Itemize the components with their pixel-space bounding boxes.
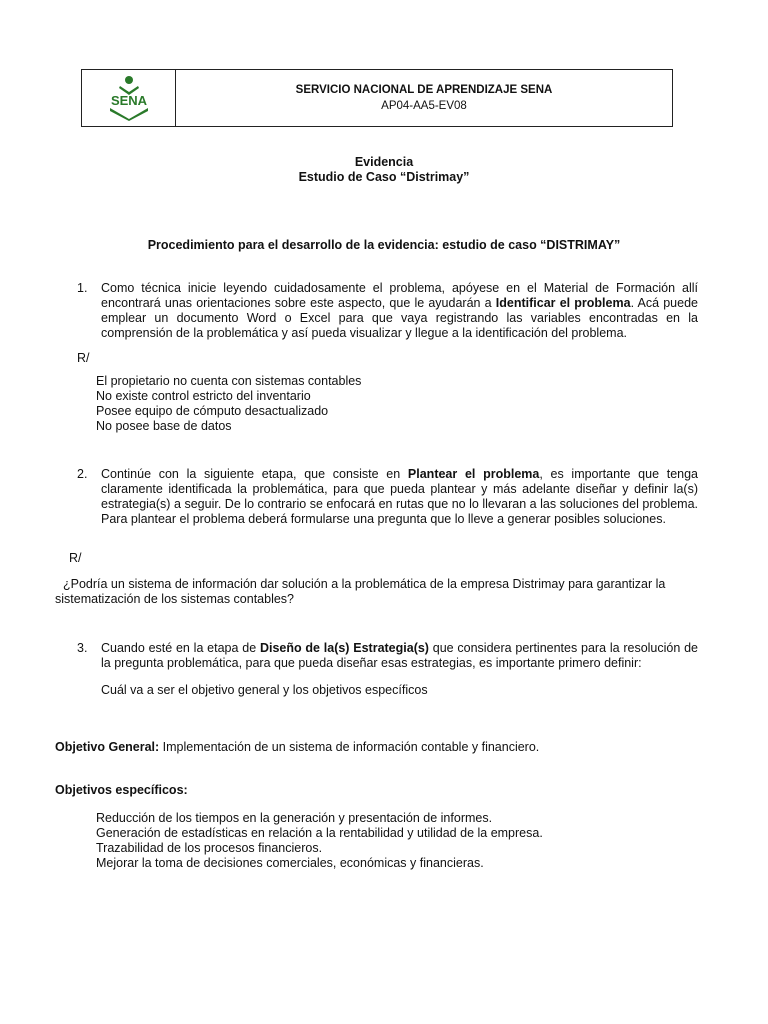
specific-objectives-heading: Objetivos específicos: bbox=[55, 783, 188, 797]
list-item: Generación de estadísticas en relación a la rentabilidad y utilidad de la empresa. bbox=[96, 826, 543, 840]
general-objective bbox=[55, 740, 539, 755]
list-item: Trazabilidad de los procesos financieros. bbox=[96, 841, 323, 855]
item-text-bold: Identificar el problema bbox=[495, 296, 631, 310]
item-text-part: que considera pertinentes para la resolución de la pregunta problemática, para que pueda diseñar esas estrategias, es importante primero definir: bbox=[101, 641, 698, 670]
item-text-part: Cuando esté en la etapa de bbox=[101, 641, 260, 655]
general-objective-label: Objetivo General: bbox=[55, 740, 160, 754]
sena-logo bbox=[98, 75, 160, 121]
item-number: 2. bbox=[77, 467, 88, 481]
item-text bbox=[101, 467, 698, 527]
header-table bbox=[81, 69, 673, 127]
evidence-code: AP04-AA5-EV08 bbox=[381, 100, 467, 112]
list-item: El propietario no cuenta con sistemas contables bbox=[96, 374, 362, 388]
organization-name: SERVICIO NACIONAL DE APRENDIZAJE SENA bbox=[295, 84, 553, 96]
item-text-part: . Acá puede emplear un documento Word o Excel para que vaya registrando las variables encontradas en la comprensión de la problemática y así pueda visualizar y llegue a la identificación del problema. bbox=[101, 296, 698, 340]
title-line-2: Estudio de Caso “Distrimay” bbox=[298, 170, 470, 184]
item-text bbox=[101, 641, 698, 671]
problem-question: ¿Podría un sistema de información dar solución a la problemática de la empresa Distrimay para garantizar la sistematización de los sistemas contables? bbox=[55, 577, 666, 606]
logo-wordmark: SENA bbox=[110, 93, 147, 108]
item-text-part: Continúe con la siguiente etapa, que consiste en bbox=[101, 467, 408, 481]
procedure-heading: Procedimiento para el desarrollo de la evidencia: estudio de caso “DISTRIMAY” bbox=[147, 238, 621, 252]
problem-list bbox=[96, 374, 361, 434]
general-objective-text: Implementación de un sistema de información contable y financiero. bbox=[159, 740, 540, 754]
list-item: No existe control estricto del inventario bbox=[96, 389, 311, 403]
item-number: 1. bbox=[77, 281, 88, 295]
logo-cell bbox=[82, 70, 176, 126]
instruction-item-3 bbox=[77, 641, 698, 671]
answer-label: R/ bbox=[77, 351, 90, 365]
title-line-1: Evidencia bbox=[354, 155, 414, 169]
document-title bbox=[0, 155, 768, 185]
specific-objectives-list bbox=[96, 811, 543, 871]
list-item: Reducción de los tiempos en la generación y presentación de informes. bbox=[96, 811, 493, 825]
list-item: Posee equipo de cómputo desactualizado bbox=[96, 404, 329, 418]
item-text-part: , es importante que tenga claramente identificada la problemática, para que pueda plantear y más adelante diseñar y definir la(s) estrategia(s) a seguir. De lo contrario se enfocará en rutas que no lo llevaran a las soluciones del problema. Para plantear el problema deberá formularse una pregunta que lo lleve a generar posibles soluciones. bbox=[101, 467, 699, 526]
item-text-bold: Diseño de la(s) Estrategia(s) bbox=[259, 641, 429, 655]
item-text bbox=[101, 281, 698, 341]
list-item: No posee base de datos bbox=[96, 419, 232, 433]
answer-label: R/ bbox=[69, 551, 82, 565]
item-text-part: Como técnica inicie leyendo cuidadosamente el problema, apóyese en el Material de Formación allí encontrará unas orientaciones sobre este aspecto, que le ayudarán a bbox=[101, 281, 698, 310]
item-3-subtext: Cuál va a ser el objetivo general y los objetivos específicos bbox=[101, 683, 428, 697]
instruction-item-2 bbox=[77, 467, 698, 527]
instruction-item-1 bbox=[77, 281, 698, 341]
item-number: 3. bbox=[77, 641, 88, 655]
item-text-bold: Plantear el problema bbox=[407, 467, 540, 481]
header-text bbox=[176, 70, 672, 126]
list-item: Mejorar la toma de decisiones comerciales, económicas y financieras. bbox=[96, 856, 484, 870]
